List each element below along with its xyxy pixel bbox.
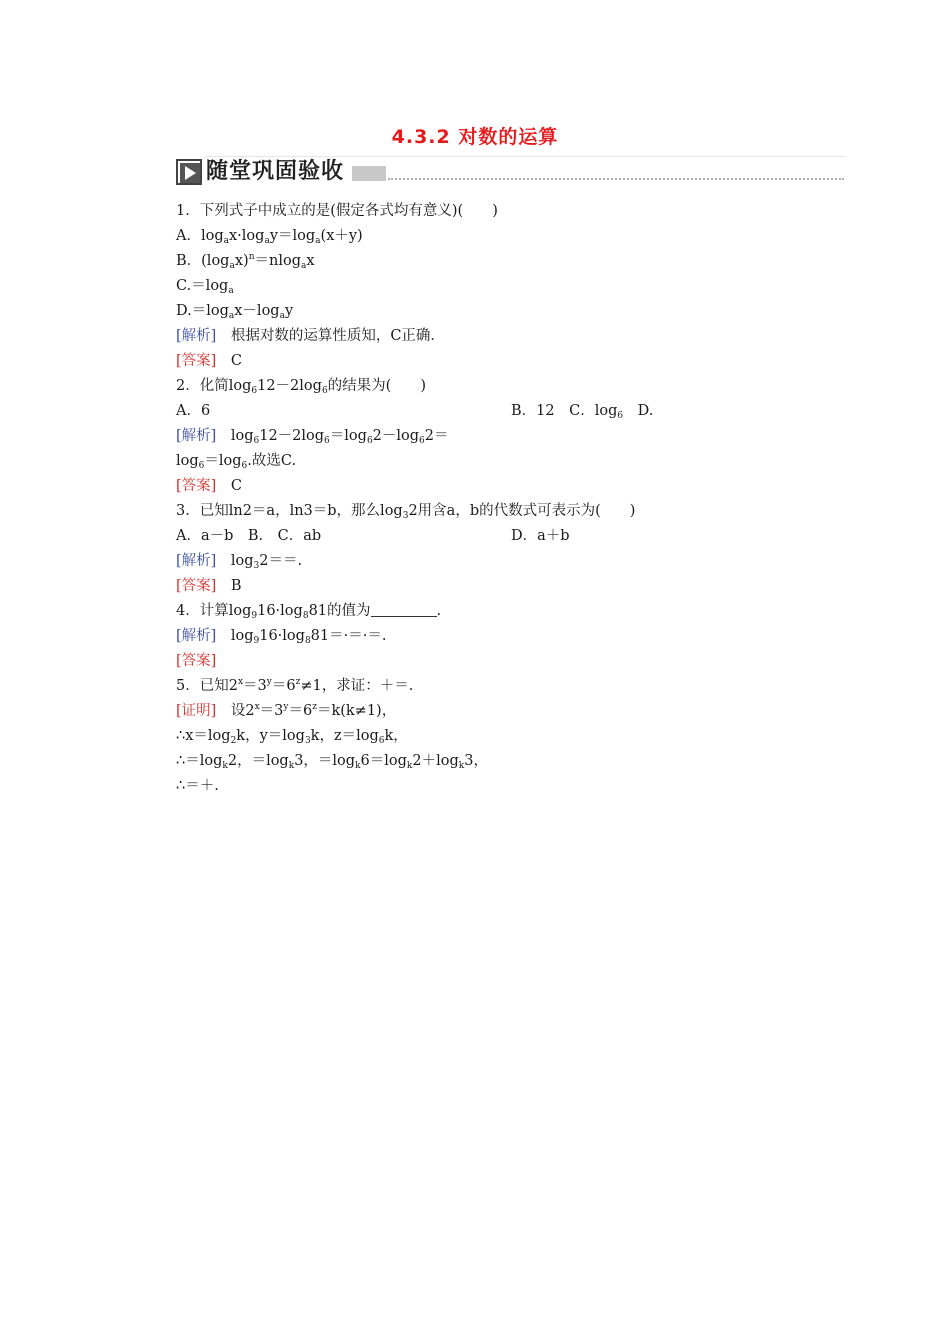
q4-stem: 4．计算$\log_916\cdot\log_881$的值为 . [176, 599, 856, 624]
page-title: 4.3.2 对数的运算 [391, 126, 559, 148]
answer-tag: [答案] [176, 478, 217, 494]
answer-tag: [答案] [176, 653, 217, 669]
banner-label: 随堂巩固验收 [206, 159, 345, 184]
q3-options: A．a－b B. C．ab D．a＋b [176, 528, 570, 544]
q2-analysis: [解析] $\log_612-2\log_6=\log_62-\log_62=$ [176, 428, 449, 446]
q4-analysis: [解析] $\log_916\cdot\log_881=\cdot=\cdot=$. [176, 628, 387, 646]
section-banner [176, 156, 848, 188]
q1-option-b: B．$(\log_ax)^n=nlog_ax$ [176, 252, 315, 271]
analysis-tag: [解析] [176, 628, 217, 644]
q2-options: A．6 B．12 C．$\log_6$ D. [176, 403, 654, 421]
q1-option-a: A．$\log_ax\cdot\log_ay=\log_a(x+y)$ [176, 228, 363, 246]
proof-tag: [证明] [176, 703, 217, 719]
exercise-content [176, 199, 856, 799]
q2-analysis-cont: $\log_6=\log_6$.故选C. [176, 453, 297, 471]
q2-stem: 2．化简$\log_612-2\log_6$的结果为( ) [176, 378, 426, 396]
q1-option-d: $D.=\log_ax-\log_ay$ [176, 303, 294, 321]
q1-stem: 1．下列式子中成立的是(假定各式均有意义)( ) [176, 203, 498, 219]
q5-proof-line4: ∴＝＋. [176, 778, 219, 794]
answer-tag: [答案] [176, 578, 217, 594]
q5-proof: [证明] 设$2^x=3^y=6^z=k(k\ne 1)$， [176, 702, 397, 719]
banner-gray-block [352, 166, 386, 181]
analysis-tag: [解析] [176, 428, 217, 444]
q5-proof-line2: $\therefore x=\log_2k$，$y=\log_3k$，$z=\log_6k$， [176, 728, 408, 746]
answer-tag: [答案] [176, 353, 217, 369]
q3-stem: 3．已知ln2＝a，ln3＝b，那么$\log_32$用含a，b的代数式可表示为( ) [176, 503, 636, 521]
q3-answer: [答案] B [176, 578, 242, 594]
play-arrow-icon [176, 159, 202, 185]
q1-analysis: [解析] 根据对数的运算性质知，C正确． [176, 328, 445, 344]
q1-option-c: $C.=\log_a$ [176, 278, 234, 296]
q5-proof-line3: $\therefore=\log_k2$，$=\log_k3$，$=\log_k6=\log_k2+\log_k3$， [176, 753, 488, 771]
q1-answer: [答案] C [176, 353, 242, 369]
q2-answer: [答案] C [176, 478, 242, 494]
answer-blank [371, 600, 437, 617]
q3-analysis: [解析] $\log_32==$. [176, 553, 303, 571]
analysis-tag: [解析] [176, 553, 217, 569]
banner-dotted-rule [388, 178, 844, 180]
q5-stem: 5．已知$2^x=3^y=6^z\ne 1$，求证：＋＝. [176, 677, 414, 694]
analysis-tag: [解析] [176, 328, 217, 344]
q4-answer [176, 649, 856, 674]
